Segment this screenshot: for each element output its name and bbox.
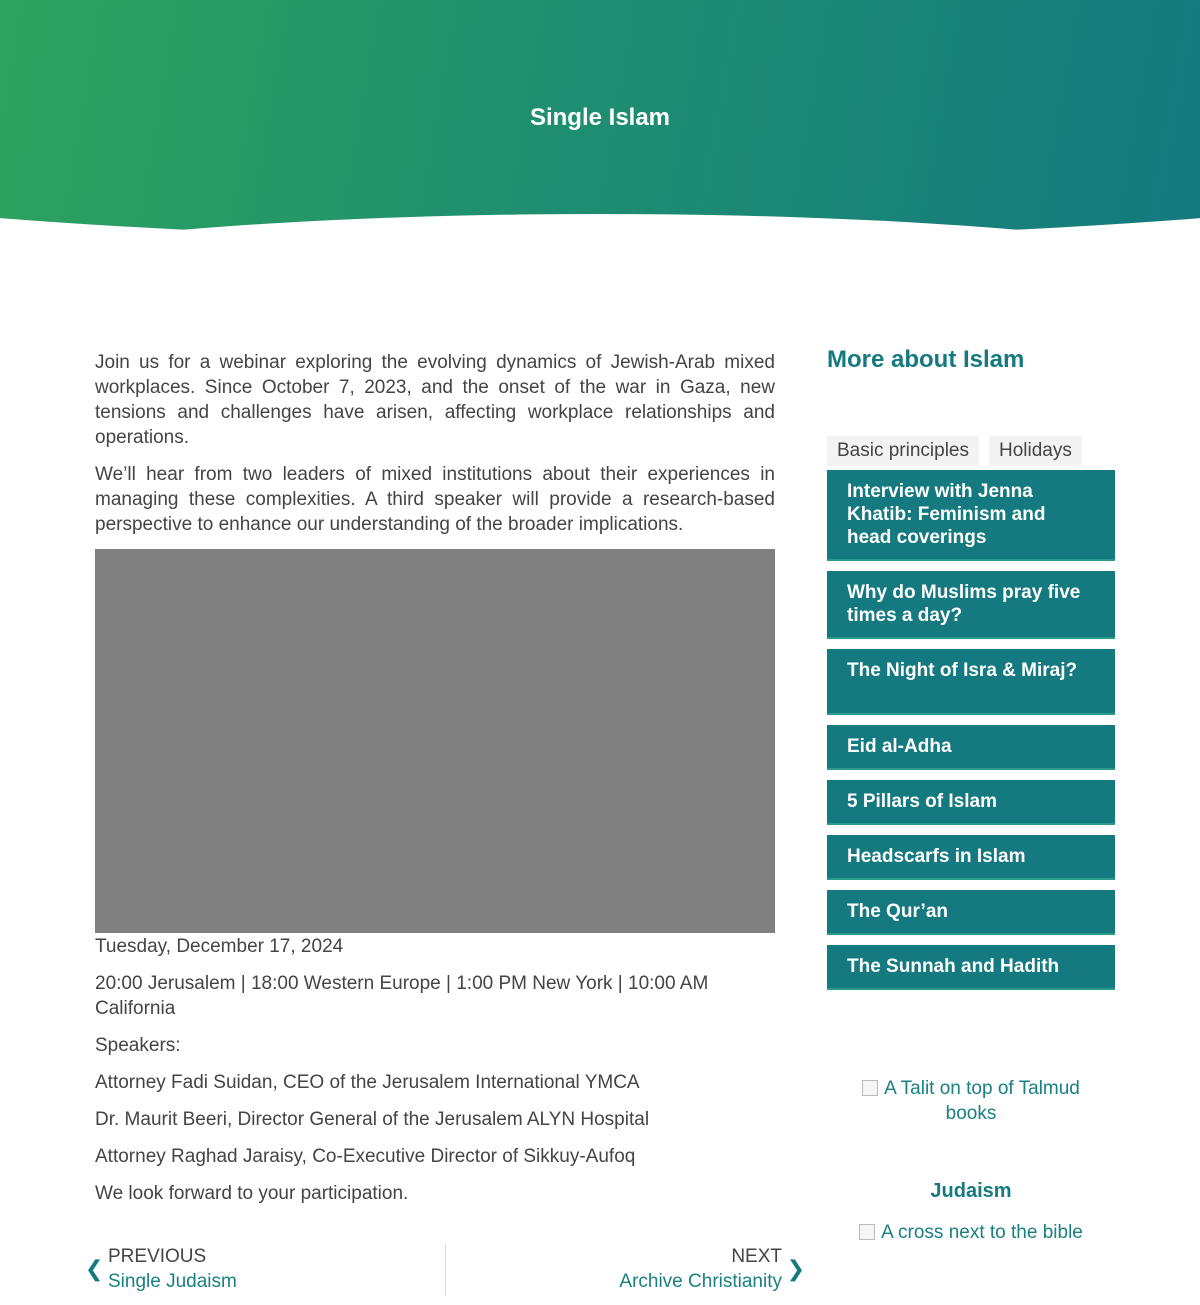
speaker-item: Attorney Fadi Suidan, CEO of the Jerusalem International YMCA — [95, 1072, 640, 1093]
related-image-link[interactable] — [841, 1076, 1101, 1126]
tab-holidays[interactable]: Holidays — [989, 436, 1082, 466]
image-alt-text: A cross next to the bible — [881, 1222, 1083, 1243]
video-player[interactable] — [95, 549, 775, 933]
chevron-right-icon: ❯ — [786, 1256, 805, 1281]
article-card[interactable]: 5 Pillars of Islam — [827, 780, 1115, 825]
post-navigation — [85, 1244, 805, 1296]
event-date: Tuesday, December 17, 2024 — [95, 936, 344, 957]
sidebar-title: More about Islam — [827, 346, 1025, 373]
article-card[interactable]: Headscarfs in Islam — [827, 835, 1115, 880]
speaker-item: Attorney Raghad Jaraisy, Co-Executive Director of Sikkuy-Aufoq — [95, 1146, 636, 1167]
intro-paragraph: Join us for a webinar exploring the evolving dynamics of Jewish-Arab mixed workplaces. Since October 7, 2023, and the onset of the war in Gaza, new tensions and challenges have arisen, affecting workplace relationships and operations. — [95, 352, 775, 448]
broken-image-icon — [859, 1224, 875, 1240]
image-alt-text: A Talit on top of Talmud books — [884, 1078, 1080, 1124]
article-list — [827, 470, 1115, 1000]
article-card[interactable]: The Qur’an — [827, 890, 1115, 935]
article-card[interactable]: Eid al-Adha — [827, 725, 1115, 770]
article-card[interactable]: Interview with Jenna Khatib: Feminism and head coverings — [827, 470, 1115, 561]
closing-line: We look forward to your participation. — [95, 1183, 409, 1204]
event-details — [95, 934, 775, 1206]
category-label[interactable]: Judaism — [930, 1180, 1012, 1202]
speaker-item: Dr. Maurit Beeri, Director General of the Jerusalem ALYN Hospital — [95, 1109, 650, 1130]
article-card[interactable]: The Sunnah and Hadith — [827, 945, 1115, 990]
main-content — [95, 350, 775, 1218]
broken-image-icon — [862, 1080, 878, 1096]
page-title: Single Islam — [529, 104, 671, 131]
next-label: NEXT — [731, 1246, 782, 1267]
previous-post-link[interactable] — [85, 1244, 237, 1294]
speakers-heading: Speakers: — [95, 1035, 181, 1056]
previous-label: PREVIOUS — [108, 1246, 207, 1267]
previous-title[interactable]: Single Judaism — [108, 1271, 237, 1292]
nav-divider — [445, 1244, 446, 1296]
next-title[interactable]: Archive Christianity — [619, 1271, 782, 1292]
sidebar — [827, 340, 1115, 1243]
article-card[interactable]: The Night of Isra & Miraj? — [827, 649, 1115, 715]
article-card[interactable]: Why do Muslims pray five times a day? — [827, 571, 1115, 639]
chevron-left-icon: ❮ — [85, 1256, 104, 1281]
event-times: 20:00 Jerusalem | 18:00 Western Europe | 1:00 PM New York | 10:00 AM California — [95, 973, 709, 1019]
intro-paragraph: We’ll hear from two leaders of mixed institutions about their experiences in managing these complexities. A third speaker will provide a research-based perspective to enhance our understanding of the broader implications. — [95, 464, 775, 535]
tab-basic-principles[interactable]: Basic principles — [827, 436, 979, 466]
sidebar-tabs — [827, 436, 1082, 466]
next-post-link[interactable] — [619, 1244, 805, 1294]
related-image-link[interactable] — [841, 1220, 1101, 1245]
